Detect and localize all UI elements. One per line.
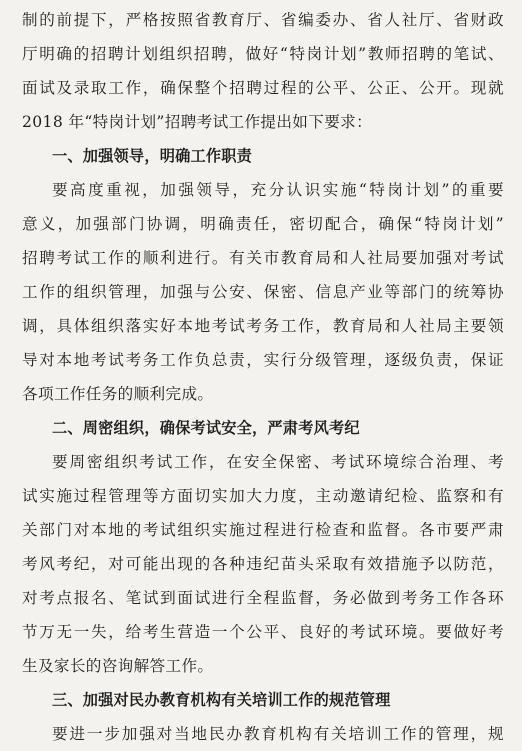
section-heading-3: 三、加强对民办教育机构有关培训工作的规范管理 — [52, 691, 391, 709]
paragraph-line: 工作的组织管理，加强与公安、保密、信息产业等部门的统筹协 — [22, 283, 504, 301]
paragraph-line: 招聘考试工作的顺利进行。有关市教育局和人社局要加强对考试 — [22, 249, 504, 267]
paragraph-line: 要进一步加强对当地民办教育机构有关培训工作的管理，规 — [52, 725, 504, 743]
paragraph-line: 试实施过程管理等方面切实加大力度，主动邀请纪检、监察和有 — [22, 487, 504, 505]
paragraph-line: 2018 年“特岗计划”招聘考试工作提出如下要求： — [22, 113, 373, 131]
paragraph-line: 各项工作任务的顺利完成。 — [22, 385, 214, 403]
paragraph-line: 要周密组织考试工作，在安全保密、考试环境综合治理、考 — [52, 453, 504, 471]
paragraph-line: 制的前提下，严格按照省教育厅、省编委办、省人社厅、省财政 — [22, 11, 504, 29]
paragraph-line: 对考点报名、笔试到面试进行全程监督，务必做到考务工作各环 — [22, 589, 504, 607]
section-heading-1: 一、加强领导，明确工作职责 — [52, 147, 253, 165]
paragraph-line: 关部门对本地的考试组织实施过程进行检查和监督。各市要严肃 — [22, 521, 504, 539]
paragraph-line: 考风考纪，对可能出现的各种违纪苗头采取有效措施予以防范， — [22, 555, 504, 573]
paragraph-line: 节万无一失，给考生营造一个公平、良好的考试环境。要做好考 — [22, 623, 504, 641]
paragraph-line: 导对本地考试考务工作负总责，实行分级管理，逐级负责，保证 — [22, 351, 504, 369]
paragraph-line: 面试及录取工作，确保整个招聘过程的公平、公正、公开。现就 — [22, 79, 504, 97]
paragraph-line: 厅明确的招聘计划组织招聘，做好“特岗计划”教师招聘的笔试、 — [22, 45, 504, 63]
paragraph-line: 要高度重视，加强领导，充分认识实施“特岗计划”的重要 — [52, 181, 504, 199]
section-heading-2: 二、周密组织，确保考试安全，严肃考风考纪 — [52, 419, 360, 437]
paragraph-line: 意义，加强部门协调，明确责任，密切配合，确保“特岗计划” — [22, 215, 504, 233]
paragraph-line: 调，具体组织落实好本地考试考务工作，教育局和人社局主要领 — [22, 317, 504, 335]
paragraph-line: 生及家长的咨询解答工作。 — [22, 657, 214, 675]
